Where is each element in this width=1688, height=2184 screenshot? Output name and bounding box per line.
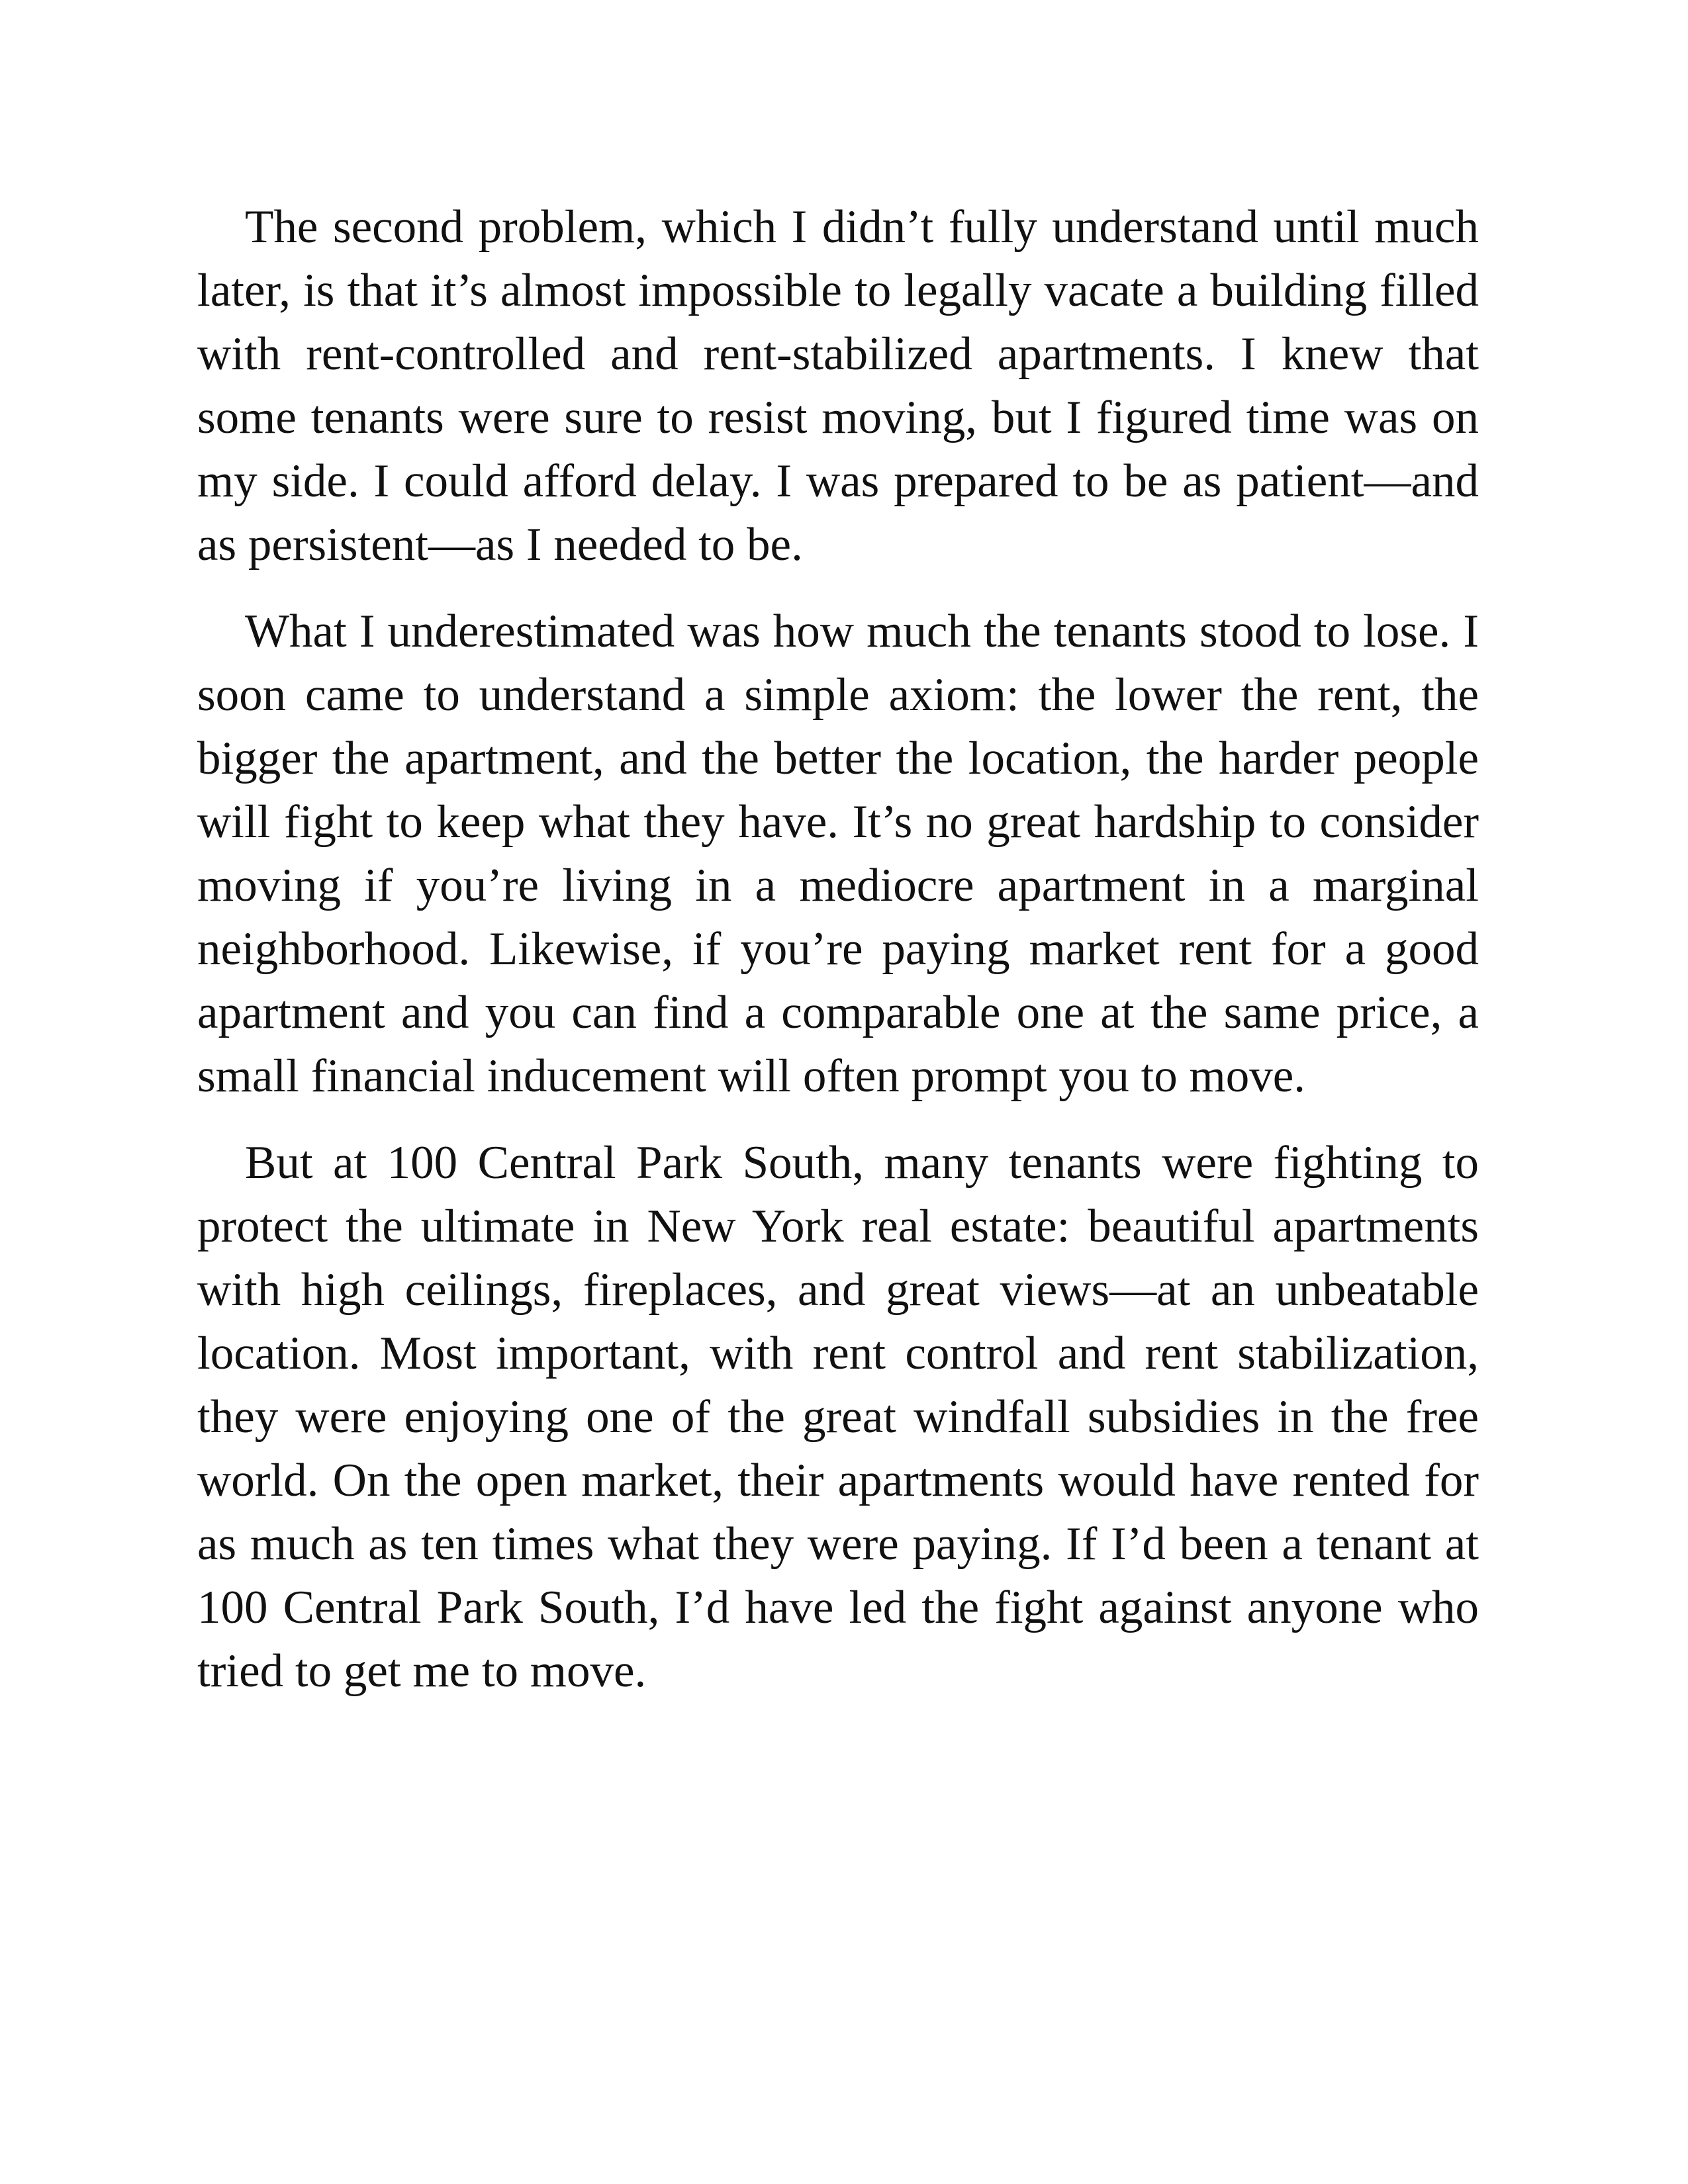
paragraph-1: The second problem, which I didn’t fully understand until much later, is that it’s almost impossible to legally vacate a building filled with rent-controlled and rent-stabilized apartments. I knew that some tenants were sure to resist moving, but I figured time was on my side. I could afford delay. I was prepared to be as patient—and as persistent—as I needed to be.	[197, 201, 1479, 570]
paragraph-2: What I underestimated was how much the tenants stood to lose. I soon came to understand a simple axiom: the lower the rent, the bigger the apartment, and the better the location, the harder people will fight to keep what they have. It’s no great hardship to consider moving if you’re living in a mediocre apartment in a marginal neighborhood. Likewise, if you’re paying market rent for a good apartment and you can find a comparable one at the same price, a small financial inducement will often prompt you to move.	[197, 606, 1479, 1102]
body-text	[197, 195, 1479, 1726]
paragraph-3: But at 100 Central Park South, many tenants were fighting to protect the ultimate in New York real estate: beautiful apartments with high ceilings, fireplaces, and great views—at an unbeatable location. Most important, with rent control and rent stabilization, they were enjoying one of the great windfall subsidies in the free world. On the open market, their apartments would have rented for as much as ten times what they were paying. If I’d been a tenant at 100 Central Park South, I’d have led the fight against anyone who tried to get me to move.	[197, 1137, 1479, 1697]
